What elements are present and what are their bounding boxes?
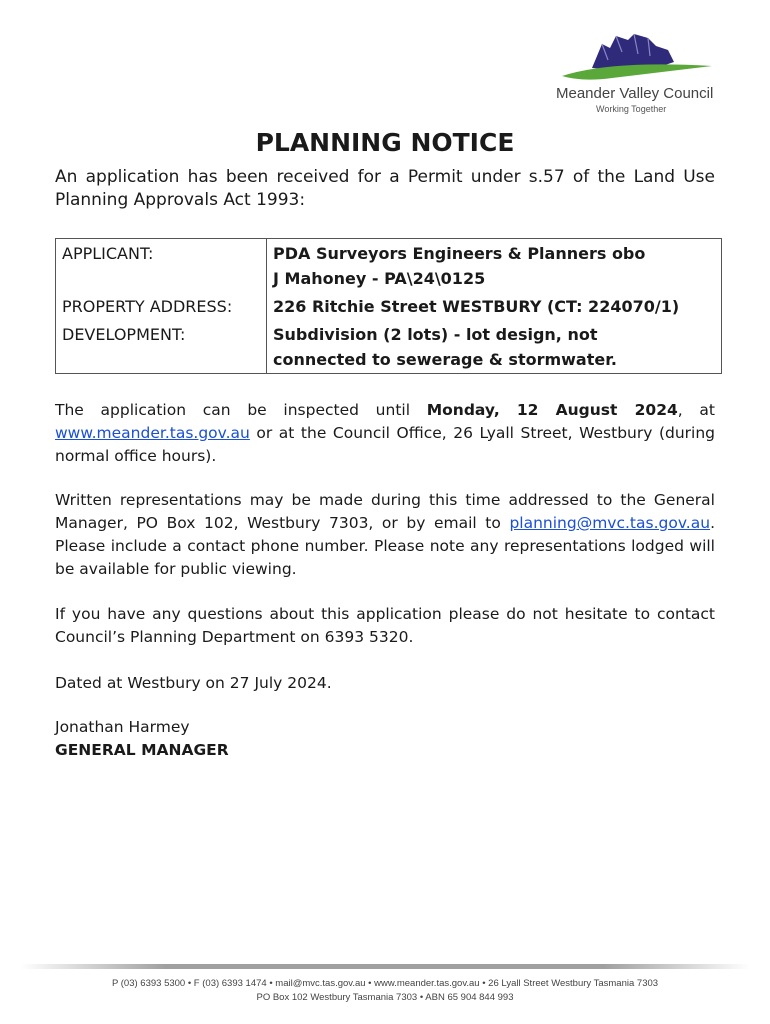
- development-value-line1: Subdivision (2 lots) - lot design, not: [273, 325, 598, 344]
- representations-text-after: . Please include a contact phone number. Please note any representations lodged will be available for public viewing.: [55, 514, 715, 578]
- website-link[interactable]: www.meander.tas.gov.au: [55, 424, 250, 442]
- applicant-row: [56, 239, 722, 293]
- email-link[interactable]: planning@mvc.tas.gov.au: [509, 514, 711, 532]
- inspection-paragraph: [55, 399, 715, 468]
- representations-text-before: Written representations may be made during this time addressed to the General Manager, PO Box 102, Westbury 7303, or by email to: [55, 491, 715, 532]
- footer-divider: [20, 964, 750, 969]
- inspection-text-after-date: , at: [677, 401, 715, 419]
- signatory-name: Jonathan Harmey: [55, 718, 190, 736]
- inspection-text-after-link: or at the Council Office, 26 Lyall Street, Westbury (during normal office hours).: [55, 424, 715, 465]
- applicant-label: APPLICANT:: [56, 239, 267, 293]
- applicant-value: [267, 239, 722, 293]
- development-value-line2: connected to sewerage & stormwater.: [273, 350, 617, 369]
- logo-tagline: Working Together: [596, 104, 667, 114]
- logo-mountains-graphic: [552, 30, 724, 86]
- applicant-value-line1: PDA Surveyors Engineers & Planners obo: [273, 244, 646, 263]
- property-row: [56, 292, 722, 320]
- signatory-title: GENERAL MANAGER: [55, 741, 229, 759]
- development-row: [56, 320, 722, 374]
- representations-paragraph: [55, 489, 715, 581]
- inspection-date: Monday, 12 August 2024: [426, 401, 678, 419]
- development-value: [267, 320, 722, 374]
- questions-paragraph: If you have any questions about this application please do not hesitate to contact Council’s Planning Department on 6393 5320.: [55, 605, 715, 646]
- applicant-value-line2: J Mahoney - PA\24\0125: [273, 269, 486, 288]
- dated-line: Dated at Westbury on 27 July 2024.: [55, 674, 332, 692]
- notice-title: PLANNING NOTICE: [255, 128, 515, 157]
- council-logo: [552, 30, 724, 120]
- footer-address-line: PO Box 102 Westbury Tasmania 7303 • ABN 65 904 844 993: [256, 992, 514, 1003]
- inspection-text-before: The application can be inspected until: [55, 401, 427, 419]
- development-label: DEVELOPMENT:: [56, 320, 267, 374]
- footer-contact-line: P (03) 6393 5300 • F (03) 6393 1474 • mail@mvc.tas.gov.au • www.meander.tas.gov.au • 26 Lyall Street Westbury Tasmania 7303: [111, 978, 659, 989]
- application-details-table: [55, 238, 722, 374]
- property-label: PROPERTY ADDRESS:: [56, 292, 267, 320]
- logo-council-name: Meander Valley Council: [556, 85, 714, 102]
- property-value: 226 Ritchie Street WESTBURY (CT: 224070/1): [267, 292, 722, 320]
- intro-paragraph: An application has been received for a Permit under s.57 of the Land Use Planning Approvals Act 1993:: [55, 167, 715, 210]
